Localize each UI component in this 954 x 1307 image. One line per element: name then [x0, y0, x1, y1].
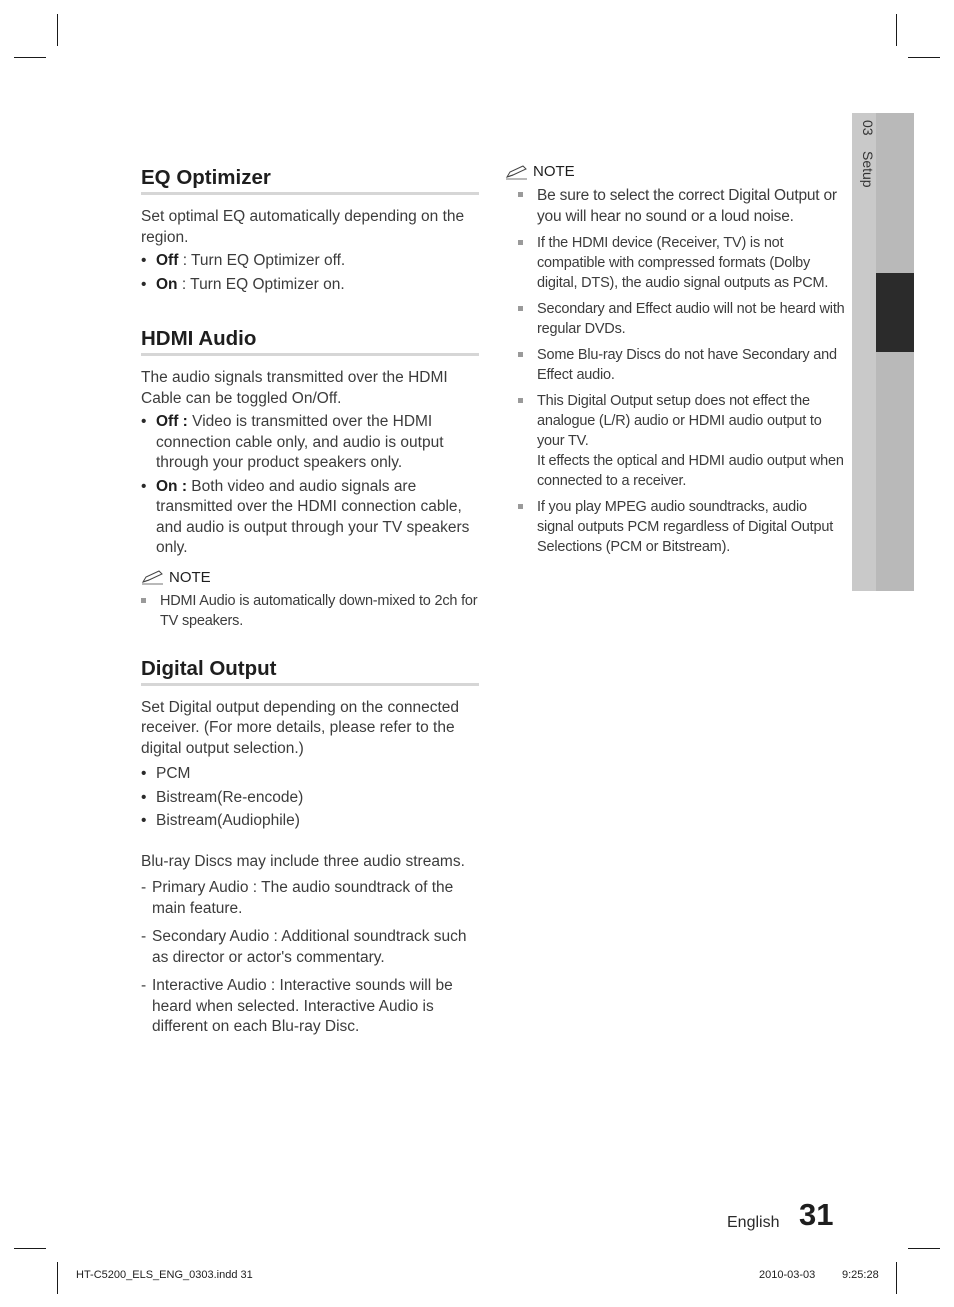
option-list [141, 764, 479, 832]
option-text: : Turn EQ Optimizer on. [177, 275, 345, 293]
option-list [141, 251, 479, 295]
section-title: HDMI Audio [141, 327, 479, 356]
footer-language: English [727, 1214, 780, 1231]
note-label: NOTE [533, 163, 575, 180]
crop-mark [57, 1262, 58, 1294]
chapter-title: Setup [860, 151, 876, 189]
list-item [141, 477, 479, 559]
list-item: - Secondary Audio : Additional soundtrack such as director or actor's commentary. [141, 927, 479, 968]
pencil-icon [505, 164, 529, 180]
crop-mark [896, 14, 897, 46]
chapter-label [852, 113, 876, 591]
list-item [141, 412, 479, 474]
option-text: Video is transmitted over the HDMI connection cable only, and audio is output through your product speakers only. [156, 413, 444, 471]
list-item: - Interactive Audio : Interactive sounds will be heard when selected. Interactive Audio is different on each Blu-ray Disc. [141, 976, 479, 1038]
crop-mark [14, 1248, 46, 1249]
note-text: It effects the optical and HDMI audio output when connected to a receiver. [537, 453, 844, 489]
note-heading [505, 163, 845, 180]
list-item: • PCM [141, 764, 479, 785]
list-item [141, 251, 479, 272]
page-number: 31 [799, 1197, 834, 1232]
option-text: : Turn EQ Optimizer off. [178, 252, 346, 269]
pencil-icon [141, 569, 165, 585]
note-list [503, 185, 845, 557]
note-text: This Digital Output setup does not effect the analogue (L/R) audio or HDMI audio output to your TV. [537, 393, 822, 449]
note-item: Some Blu-ray Discs do not have Secondary and Effect audio. [503, 345, 845, 385]
slug-time: 9:25:28 [842, 1269, 879, 1281]
crop-mark [57, 14, 58, 46]
tab-shade [876, 113, 914, 591]
note-list [126, 591, 479, 631]
tab-marker [876, 273, 914, 352]
section-title: EQ Optimizer [141, 166, 479, 195]
note-label: NOTE [169, 568, 211, 586]
option-text: Both video and audio signals are transmitted over the HDMI connection cable, and audio is output through your TV speakers only. [156, 477, 470, 556]
right-column [505, 163, 845, 563]
note-item: If the HDMI device (Receiver, TV) is not compatible with compressed formats (Dolby digital, DTS), the audio signal outputs as PCM. [503, 233, 845, 293]
list-item: • Bistream(Audiophile) [141, 811, 479, 832]
option-key: On [156, 275, 178, 293]
stream-list [141, 878, 479, 1038]
chapter-number: 03 [860, 120, 876, 136]
option-list [141, 412, 479, 559]
section-description: Set Digital output depending on the connected receiver. (For more details, please refer to the digital output selection.) [141, 698, 459, 757]
digital-output-section [141, 657, 479, 1038]
crop-mark [14, 57, 46, 58]
note-item: HDMI Audio is automatically down-mixed to 2ch for TV speakers. [126, 591, 479, 631]
slug-file: HT-C5200_ELS_ENG_0303.indd 31 [76, 1269, 253, 1281]
note-heading [141, 569, 479, 586]
eq-optimizer-section [141, 166, 479, 295]
section-description: Set optimal EQ automatically depending on the region. [141, 208, 465, 246]
list-item: - Primary Audio : The audio soundtrack of the main feature. [141, 878, 479, 919]
note-item: If you play MPEG audio soundtracks, audio signal outputs PCM regardless of Digital Output Selections (PCM or Bitstream). [503, 497, 845, 557]
streams-intro: Blu-ray Discs may include three audio streams. [141, 852, 465, 870]
chapter-tab [852, 113, 914, 591]
option-key: Off : [156, 413, 188, 430]
hdmi-audio-section [141, 327, 479, 631]
option-key: On : [156, 477, 187, 495]
section-title: Digital Output [141, 657, 479, 686]
option-key: Off [156, 252, 179, 269]
crop-mark [908, 57, 940, 58]
note-item: Secondary and Effect audio will not be heard with regular DVDs. [503, 299, 845, 339]
note-item: Be sure to select the correct Digital Output or you will hear no sound or a loud noise. [503, 185, 845, 227]
slug-date: 2010-03-03 [759, 1269, 816, 1281]
list-item [141, 275, 479, 296]
section-description: The audio signals transmitted over the HDMI Cable can be toggled On/Off. [141, 369, 448, 407]
note-item [503, 391, 845, 491]
list-item: • Bistream(Re-encode) [141, 788, 479, 809]
left-column [141, 166, 479, 1046]
crop-mark [896, 1262, 897, 1294]
crop-mark [908, 1248, 940, 1249]
